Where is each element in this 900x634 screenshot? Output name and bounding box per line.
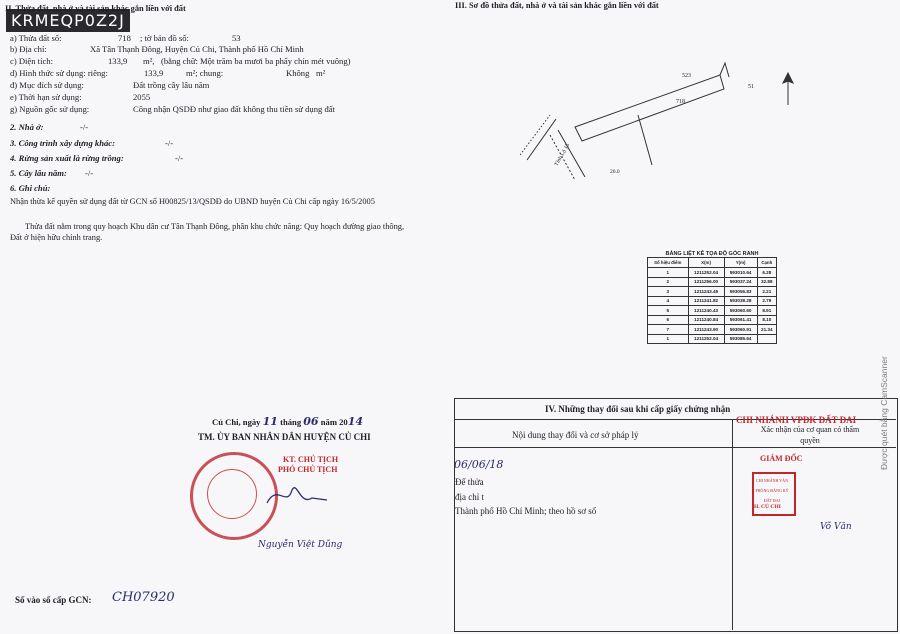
map-south-label: 20.0 <box>610 169 620 175</box>
map-parcel-label: 718 <box>676 99 685 105</box>
col-x: X(m) <box>688 258 724 268</box>
column-divider <box>732 419 733 630</box>
purpose-label: đ) Mục đích sử dụng: <box>10 80 84 90</box>
table-cell: 1211243.49 <box>688 287 724 297</box>
col-y: Y(m) <box>724 258 757 268</box>
table-row <box>648 287 777 297</box>
common-area-value: Không <box>286 68 310 78</box>
table-cell: 2 <box>648 277 689 287</box>
table-cell: 2.79 <box>757 296 776 306</box>
signing-place: Củ Chi, ngày <box>212 417 261 427</box>
table-cell: 1 <box>648 334 689 344</box>
stamp-role: GIÁM ĐỐC <box>760 454 803 463</box>
table-cell: 1 <box>648 268 689 278</box>
header-divider <box>454 447 896 448</box>
origin-value: Công nhận QSDĐ như giao đất không thu tiền sử dụng đất <box>133 104 335 114</box>
forest-value: -/- <box>175 153 184 163</box>
table-row <box>648 306 777 316</box>
house-label: 2. Nhà ở: <box>10 122 44 132</box>
stamp-office: CHI NHÁNH VPĐK ĐẤT ĐAI <box>736 415 857 425</box>
private-area-unit: m²; chung: <box>186 68 224 78</box>
notes-label: 6. Ghi chú: <box>10 183 51 193</box>
other-works-label: 3. Công trình xây dựng khác: <box>10 138 115 148</box>
table-cell: 593010.64 <box>724 268 757 278</box>
table-cell <box>757 334 776 344</box>
purpose-value: Đất trồng cây lâu năm <box>133 80 210 90</box>
perennial-value: -/- <box>85 168 94 178</box>
area-value: 133,9 <box>108 56 128 66</box>
note-planning: Thửa đất nằm trong quy hoạch Khu dân cư Tân Thạnh Đông, phân khu chức năng: Quy hoạch đường giao thông, Đất ở hiện hữu chỉnh trang. <box>10 222 405 242</box>
section-3-title: III. Sơ đồ thửa đất, nhà ở và tài sản khác gắn liền với đất <box>455 1 659 10</box>
signing-year: 14 <box>347 415 364 428</box>
table-cell: 8.10 <box>757 315 776 325</box>
table-cell: 2.21 <box>757 287 776 297</box>
area-in-words: (bằng chữ: Một trăm ba mươi ba phẩy chín mét vuông) <box>161 56 351 66</box>
coordinate-table-title: BẢNG LIỆT KÊ TỌA ĐỘ GÓC RANH <box>665 251 759 257</box>
change-entry-line-3: Thành phố Hồ Chí Minh; theo hồ sơ số <box>455 506 597 516</box>
address-value: Xã Tân Thạnh Đông, Huyện Củ Chi, Thành phố Hồ Chí Minh <box>90 44 304 54</box>
table-cell: 1211252.04 <box>688 334 724 344</box>
map-east-parcel-label: 51 <box>748 84 754 90</box>
col-point: Số hiệu điểm <box>648 258 689 268</box>
table-cell: 3 <box>648 287 689 297</box>
address-label: b) Địa chỉ: <box>10 44 47 54</box>
other-works-value: -/- <box>165 138 174 148</box>
signer-role-2: PHÓ CHỦ TỊCH <box>278 465 338 474</box>
table-row <box>648 334 777 344</box>
table-cell: 593060.60 <box>724 306 757 316</box>
table-cell: 7 <box>648 325 689 335</box>
table-cell: 593056.83 <box>724 287 757 297</box>
table-cell: 593038.28 <box>724 296 757 306</box>
area-unit: m², <box>143 56 155 66</box>
table-cell: 5 <box>648 306 689 316</box>
table-cell: 1211240.43 <box>688 306 724 316</box>
map-north-parcel-label: 523 <box>682 73 691 79</box>
confirm-column-header: Xác nhận của cơ quan có thẩm quyền <box>760 425 860 445</box>
month-label: tháng <box>280 417 302 427</box>
perennial-label: 5. Cây lâu năm: <box>10 168 67 178</box>
table-cell: 8.91 <box>757 306 776 316</box>
coordinate-table <box>647 251 777 344</box>
table-cell: 1211240.84 <box>688 315 724 325</box>
book-number-label: Số vào sổ cấp GCN: <box>15 595 92 605</box>
table-cell: 1211241.82 <box>688 296 724 306</box>
table-cell: 4 <box>648 296 689 306</box>
change-entry-date: 06/06/18 <box>454 458 504 471</box>
confirm-signer-name: Võ Văn <box>820 522 852 532</box>
watermark-label: KRMEQP0Z2J <box>6 9 130 32</box>
table-cell: 6.28 <box>757 268 776 278</box>
signer-role-1: KT. CHỦ TỊCH <box>283 455 339 464</box>
private-area-value: 133,9 <box>144 68 164 78</box>
term-label: e) Thời hạn sử dụng: <box>10 92 82 102</box>
note-inheritance: Nhận thừa kế quyền sử dụng đất từ GCN số H00825/13/QSDĐ do UBND huyện Củ Chi cấp ngày 16/5/2005 <box>10 197 375 206</box>
table-cell: 593037.24 <box>724 277 757 287</box>
map-sheet-value: 53 <box>232 33 241 43</box>
year-label: năm 20 <box>320 417 348 427</box>
table-cell: 593085.64 <box>724 334 757 344</box>
section-4-title: IV. Những thay đổi sau khi cấp giấy chứng nhận <box>545 404 731 414</box>
signing-day: 11 <box>262 415 278 428</box>
map-road-label: Tỉnh Lộ 15 <box>553 142 572 168</box>
table-row <box>648 296 777 306</box>
table-cell: 32.88 <box>757 277 776 287</box>
signature-mark <box>262 478 332 513</box>
change-entry-line-2: địa chỉ t <box>455 492 484 502</box>
usage-form-label: d) Hình thức sử dụng: riêng: <box>10 68 108 78</box>
scanner-watermark: Được quét bằng CamScanner <box>879 356 889 470</box>
table-row <box>648 315 777 325</box>
signing-date <box>212 415 363 428</box>
table-cell: 1211243.90 <box>688 325 724 335</box>
table-cell: 593060.91 <box>724 325 757 335</box>
office-stamp-district: H. CỦ CHI <box>754 504 781 510</box>
content-column-header: Nội dung thay đổi và cơ sở pháp lý <box>512 430 639 440</box>
parcel-number-label: a) Thửa đất số: <box>10 33 62 43</box>
area-label: c) Diện tích: <box>10 56 53 66</box>
book-number-value: CH07920 <box>112 590 175 605</box>
table-row <box>648 325 777 335</box>
authority-title: TM. ỦY BAN NHÂN DÂN HUYỆN CỦ CHI <box>198 432 371 442</box>
table-cell: 21.34 <box>757 325 776 335</box>
term-value: 2055 <box>133 92 151 102</box>
table-cell: 1211252.04 <box>688 268 724 278</box>
table-cell: 1211256.00 <box>688 277 724 287</box>
map-sheet-label: ; tờ bản đồ số: <box>140 33 189 43</box>
office-stamp-text: CHI NHÁNH VĂN PHÒNG ĐĂNG KÝ ĐẤT ĐAI <box>755 478 789 503</box>
house-value: -/- <box>80 122 89 132</box>
parcel-sketch-map <box>520 55 870 185</box>
signing-month: 06 <box>303 415 319 428</box>
col-edge: Cạnh <box>757 258 776 268</box>
table-cell: 593061.41 <box>724 315 757 325</box>
table-row <box>648 268 777 278</box>
change-entry-line-1: Để thửa <box>455 477 484 487</box>
signer-name: Nguyễn Việt Dũng <box>258 540 343 550</box>
origin-label: g) Nguồn gốc sử dụng: <box>10 104 90 114</box>
parcel-number-value: 718 <box>118 33 131 43</box>
table-row <box>648 277 777 287</box>
section-2-title: II. Thửa đất, nhà ở và tài sản khác gắn liền với đất <box>5 4 186 13</box>
forest-label: 4. Rừng sản xuất là rừng trồng: <box>10 153 124 163</box>
table-cell: 6 <box>648 315 689 325</box>
common-area-unit: m² <box>316 68 326 78</box>
